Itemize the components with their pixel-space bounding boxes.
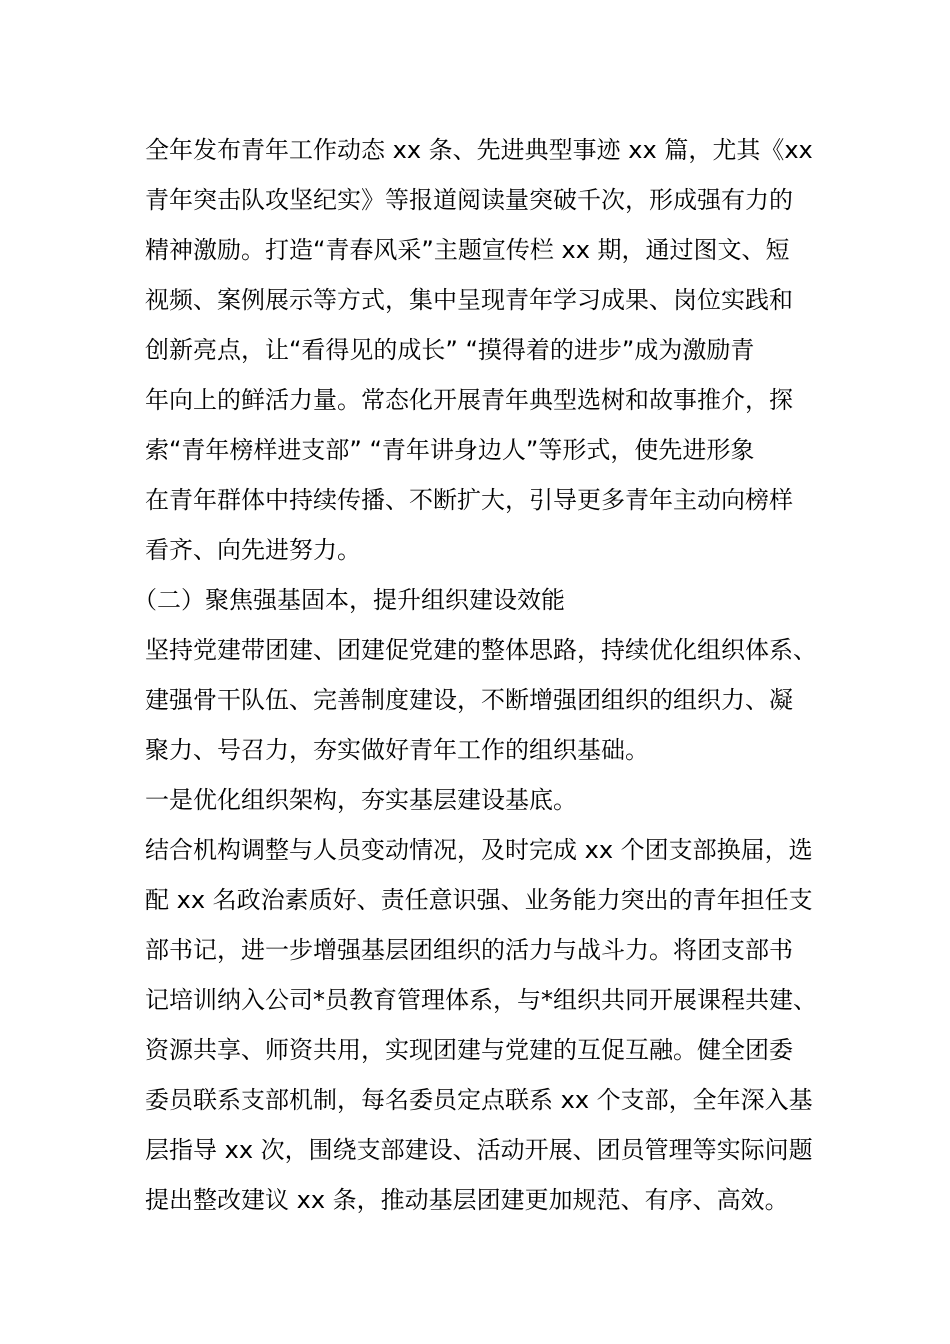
section-heading: （二）聚焦强基固本，提升组织建设效能: [133, 586, 565, 614]
text-line: 视频、案例展示等方式，集中呈现青年学习成果、岗位实践和: [145, 286, 793, 314]
text-line: 部书记，进一步增强基层团组织的活力与战斗力。将团支部书: [145, 936, 793, 964]
text-line: 青年突击队攻坚纪实》等报道阅读量突破千次，形成强有力的: [145, 186, 793, 214]
text-line: 精神激励。打造“青春风采”主题宣传栏 xx 期，通过图文、短: [145, 236, 790, 264]
text-line: 创新亮点，让“看得见的成长” “摸得着的进步”成为激励青: [145, 336, 755, 364]
text-line: 层指导 xx 次，围绕支部建设、活动开展、团员管理等实际问题: [145, 1136, 813, 1164]
text-line: 配 xx 名政治素质好、责任意识强、业务能力突出的青年担任支: [145, 886, 813, 914]
text-line: 坚持党建带团建、团建促党建的整体思路，持续优化组织体系、: [145, 636, 817, 664]
text-line: 聚力、号召力，夯实做好青年工作的组织基础。: [145, 736, 649, 764]
text-line: 全年发布青年工作动态 xx 条、先进典型事迹 xx 篇，尤其《xx: [145, 136, 813, 164]
text-line: 委员联系支部机制，每名委员定点联系 xx 个支部，全年深入基: [145, 1086, 813, 1114]
text-line: 提出整改建议 xx 条，推动基层团建更加规范、有序、高效。: [145, 1186, 789, 1214]
text-line: 在青年群体中持续传播、不断扩大，引导更多青年主动向榜样: [145, 486, 793, 514]
document-body: [133, 125, 825, 1225]
text-line: 看齐、向先进努力。: [145, 536, 361, 564]
text-line: 记培训纳入公司*员教育管理体系，与*组织共同开展课程共建、: [145, 986, 817, 1014]
text-line: 索“青年榜样进支部” “青年讲身边人”等形式，使先进形象: [145, 436, 755, 464]
subsection-heading: 一是优化组织架构，夯实基层建设基底。: [145, 786, 577, 814]
text-line: 结合机构调整与人员变动情况，及时完成 xx 个团支部换届，选: [145, 836, 813, 864]
text-line: 建强骨干队伍、完善制度建设，不断增强团组织的组织力、凝: [145, 686, 793, 714]
text-line: 年向上的鲜活力量。常态化开展青年典型选树和故事推介，探: [145, 386, 793, 414]
text-line: 资源共享、师资共用，实现团建与党建的互促互融。健全团委: [145, 1036, 793, 1064]
